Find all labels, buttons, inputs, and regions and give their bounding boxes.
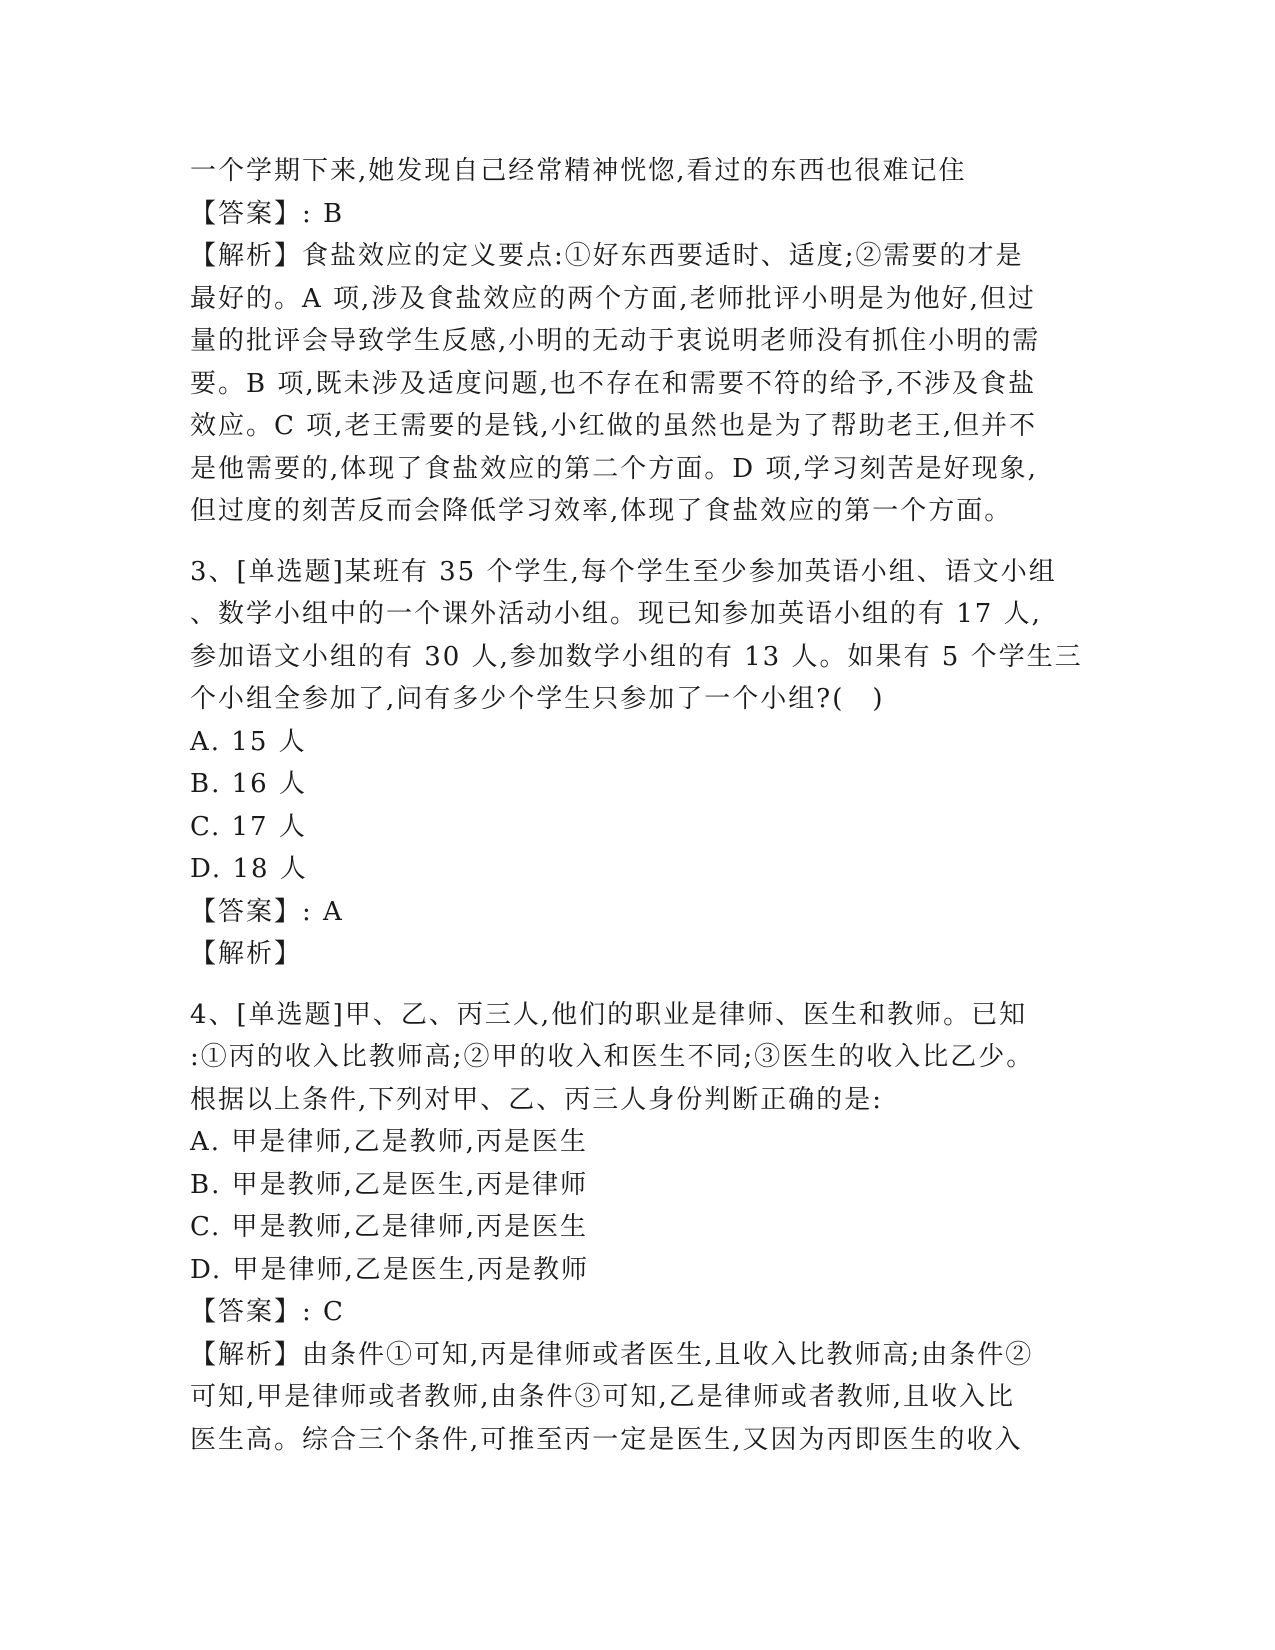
question-4-stem [190,994,1090,1122]
document-page [190,150,1090,1461]
option-d: D. 18 人 [190,854,308,884]
spacer [190,533,1090,551]
question-3-stem [190,551,1090,721]
explanation-line: 最好的。A 项,涉及食盐效应的两个方面,老师批评小明是为他好,但过 [190,283,1036,314]
stem-line: 4、[单选题]甲、乙、丙三人,他们的职业是律师、医生和教师。已知 [190,999,1028,1030]
explanation-line: 是他需要的,体现了食盐效应的第二个方面。D 项,学习刻苦是好现象, [190,453,1038,484]
option-a: A. 15 人 [190,726,307,757]
prev-question-explanation [190,235,1090,533]
option-b: B. 16 人 [190,769,307,799]
explanation-line: 但过度的刻苦反而会降低学习效率,体现了食盐效应的第一个方面。 [190,496,1013,526]
stem-line: 、数学小组中的一个课外活动小组。现已知参加英语小组的有 17 人, [190,599,1042,629]
stem-line: 3、[单选题]某班有 35 个学生,每个学生至少参加英语小组、语文小组 [190,556,1057,587]
stem-line: :①丙的收入比教师高;②甲的收入和医生不同;③医生的收入比乙少。 [190,1042,1035,1072]
stem-line: 根据以上条件,下列对甲、乙、丙三人身份判断正确的是: [190,1084,884,1115]
spacer [190,976,1090,994]
question-4-explanation [190,1334,1090,1462]
explanation-line: 要。B 项,既未涉及适度问题,也不存在和需要不符的给予,不涉及食盐 [190,368,1037,399]
option-c: C. 17 人 [190,811,307,842]
option-c: C. 甲是教师,乙是律师,丙是医生 [190,1212,589,1242]
prev-question-continued-line: 一个学期下来,她发现自己经常精神恍惚,看过的东西也很难记住 [190,156,967,186]
option-d: D. 甲是律师,乙是医生,丙是教师 [190,1254,589,1285]
option-b: B. 甲是教师,乙是医生,丙是律师 [190,1169,589,1200]
explanation-line: 【解析】由条件①可知,丙是律师或者医生,且收入比教师高;由条件② [190,1339,1034,1370]
explanation-line: 量的批评会导致学生反感,小明的无动于衷说明老师没有抓住小明的需 [190,326,1041,356]
stem-line: 个小组全参加了,问有多少个学生只参加了一个小组?( ) [190,684,885,714]
explanation-line: 效应。C 项,老王需要的是钱,小红做的虽然也是为了帮助老王,但并不 [190,411,1037,441]
prev-question-block [190,150,1090,533]
explanation-line: 可知,甲是律师或者教师,由条件③可知,乙是律师或者教师,且收入比 [190,1382,1016,1412]
prev-question-answer: 【答案】: B [190,198,345,229]
question-3-answer: 【答案】: A [190,896,344,927]
explanation-line: 医生高。综合三个条件,可推至丙一定是医生,又因为丙即医生的收入 [190,1424,1023,1455]
question-4 [190,994,1090,1462]
stem-line: 参加语文小组的有 30 人,参加数学小组的有 13 人。如果有 5 个学生三 [190,641,1083,672]
explanation-line: 【解析】食盐效应的定义要点:①好东西要适时、适度;②需要的才是 [190,241,1024,271]
question-3-explanation-label: 【解析】 [190,939,303,969]
question-3 [190,551,1090,976]
question-4-answer: 【答案】: C [190,1297,345,1327]
option-a: A. 甲是律师,乙是教师,丙是医生 [190,1127,588,1157]
